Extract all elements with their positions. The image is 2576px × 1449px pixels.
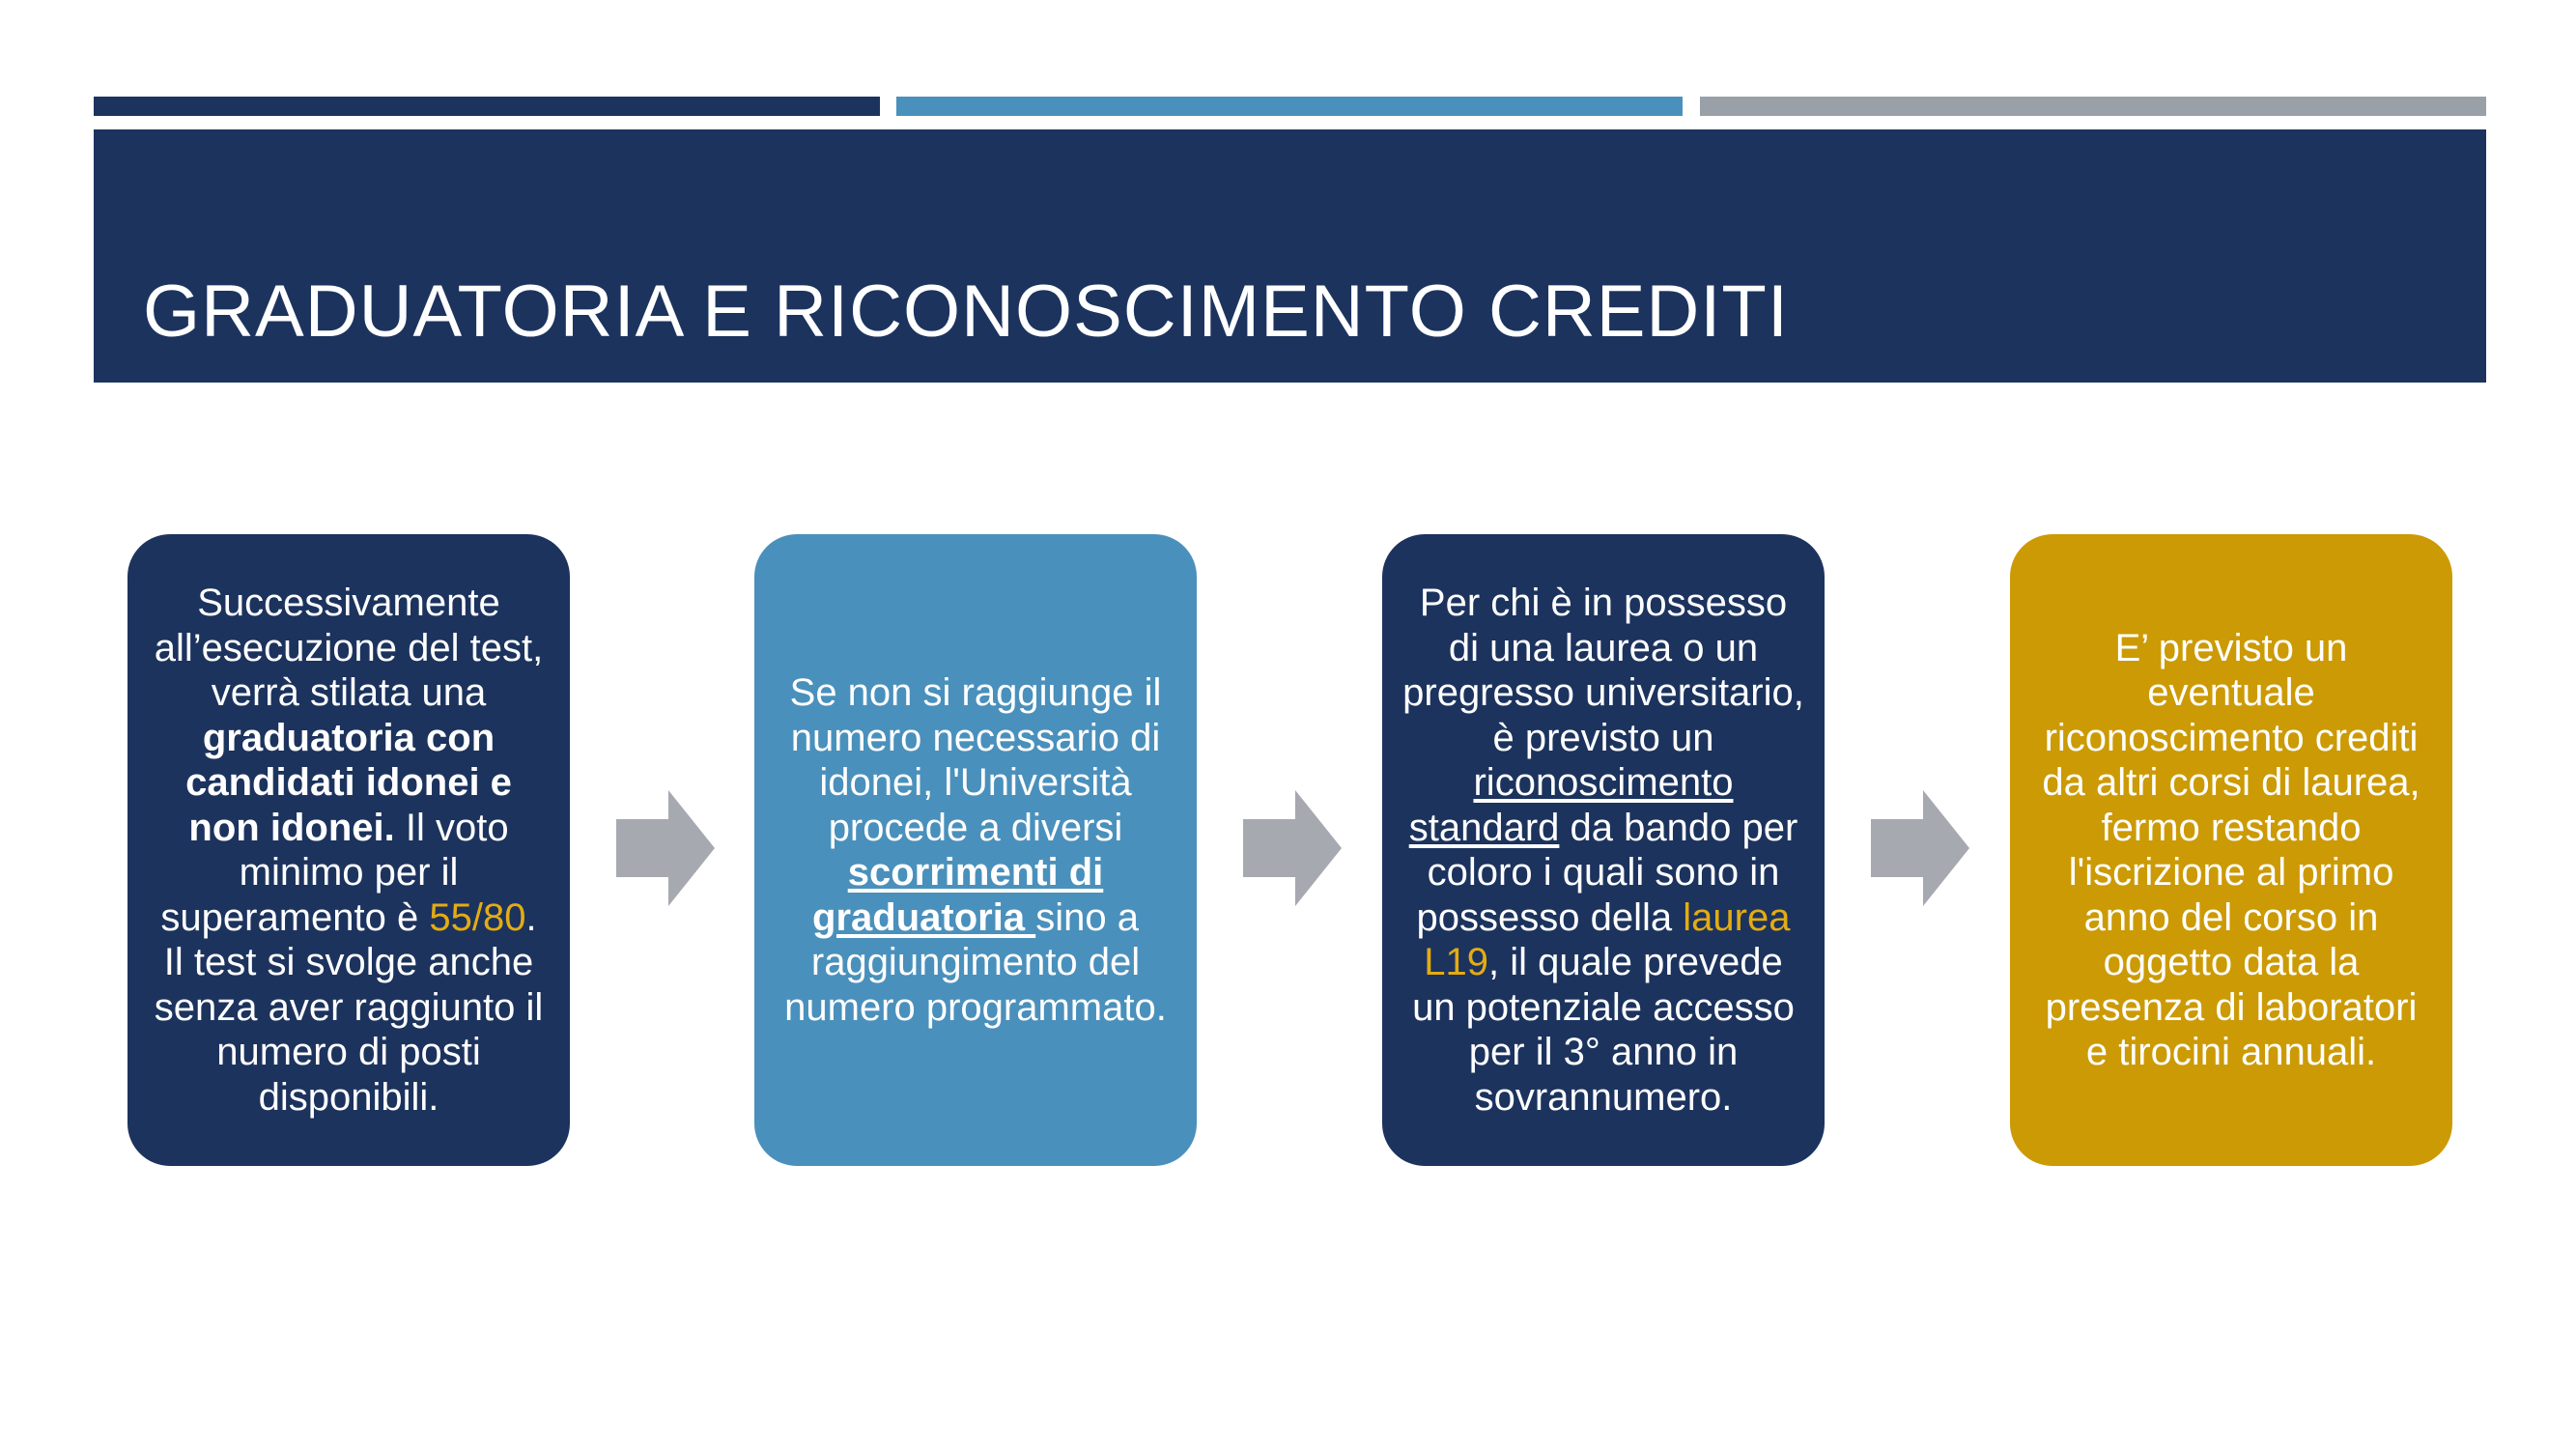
step-box-graduatoria <box>127 534 570 1166</box>
slide-title: GRADUATORIA E RICONOSCIMENTO CREDITI <box>143 270 1789 353</box>
step-text-part: . Il test si svolge anche senza aver raggiunto il numero di posti disponibili. <box>154 895 544 1119</box>
step-box-scorrimenti <box>754 534 1197 1166</box>
step-bold-text: graduatoria con candidati idonei e non idonei. <box>185 716 512 849</box>
step-text-part: Per chi è in possesso di una laurea o un pregresso universitario, è previsto un <box>1402 582 1804 759</box>
step-box-riconoscimento-crediti <box>2010 534 2452 1166</box>
min-score-highlight: 55/80 <box>429 895 526 939</box>
step-text-part: E’ previsto un eventuale riconoscimento crediti da altri corsi di laurea, fermo restando l'iscrizione al primo anno del corso in oggetto data la presenza di laboratori e tirocini annuali. <box>2042 626 2420 1073</box>
arrow-right-icon <box>616 790 715 906</box>
step-bold-underlined-text: scorrimenti di graduatoria <box>812 851 1104 939</box>
accent-bar-navy <box>94 97 880 116</box>
accent-bar-gray <box>1700 97 2486 116</box>
step-box-riconoscimento-standard <box>1382 534 1825 1166</box>
step-text-part: Il voto minimo per il superamento è <box>160 806 509 939</box>
step-text <box>1401 581 1805 1120</box>
step-text <box>774 670 1177 1030</box>
arrow-right-icon <box>1243 790 1342 906</box>
step-text <box>2029 626 2433 1075</box>
arrow-right-icon <box>1871 790 1969 906</box>
step-text-part: sino a raggiungimento del numero programmato. <box>784 895 1167 1029</box>
accent-bar-blue <box>896 97 1683 116</box>
step-text-part: Se non si raggiunge il numero necessario di idonei, l'Università procede a diversi <box>789 671 1162 849</box>
step-underlined-text: riconoscimento standard <box>1408 761 1734 849</box>
step-text-part: Successivamente all’esecuzione del test, verrà stilata una <box>154 582 544 714</box>
degree-highlight: laurea L19 <box>1424 895 1791 983</box>
step-text-part: da bando per coloro i quali sono in possesso della <box>1416 806 1798 939</box>
step-text <box>147 581 551 1120</box>
step-text-part: , il quale prevede un potenziale accesso per il 3° anno in sovrannumero. <box>1412 941 1795 1119</box>
